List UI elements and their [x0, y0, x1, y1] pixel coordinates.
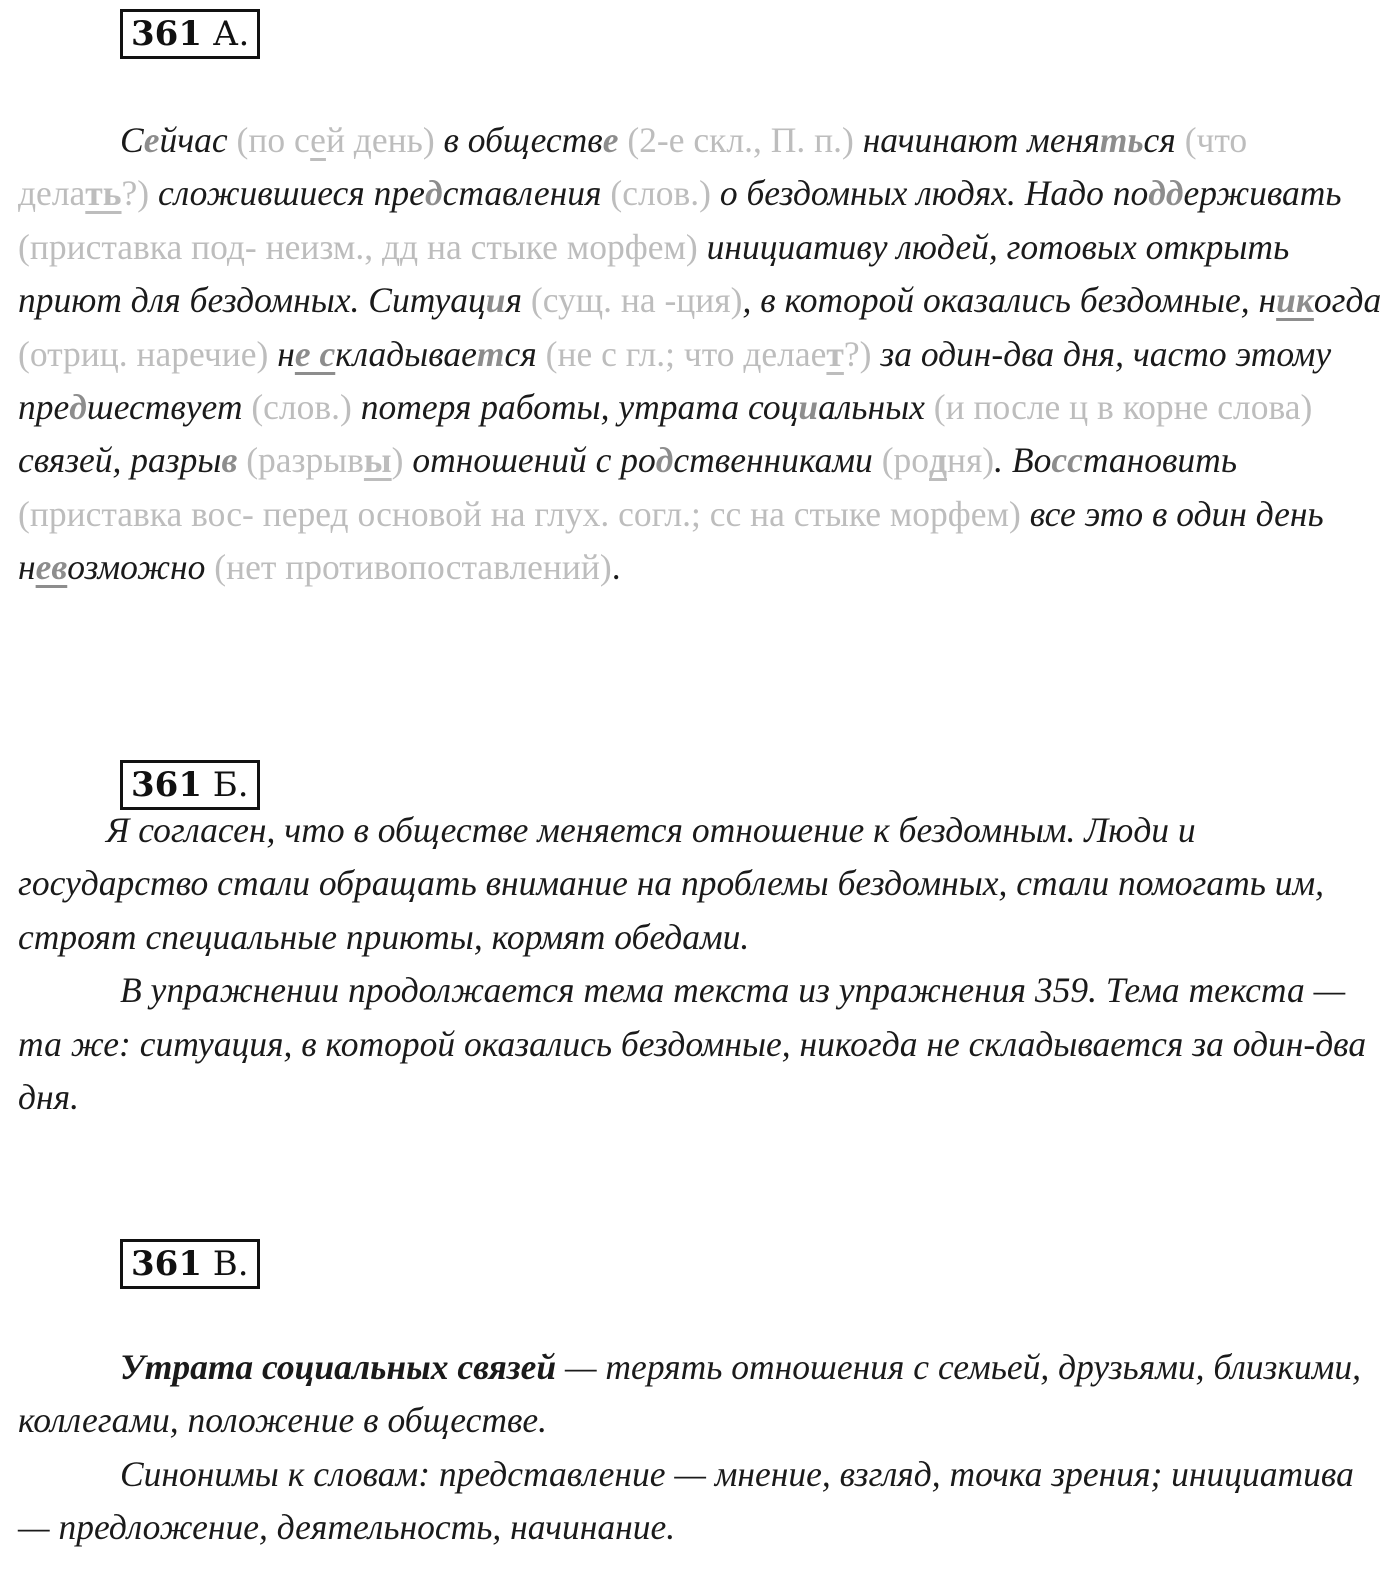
definition: — терять отношения с семьей, друзьями, близкими, коллегами, положение в обществе. [18, 1347, 1362, 1441]
exercise-letter: В. [212, 1244, 249, 1284]
exercise-label-361v [120, 1239, 260, 1289]
exercise-361b-text [18, 804, 1382, 1124]
paragraph-361v-2: Синонимы к словам: представление — мнение, взгляд, точка зрения; инициатива — предложение, деятельность, начинание. [18, 1453, 1354, 1548]
exercise-label-361a [120, 9, 260, 59]
term: Утрата социальных связей [120, 1347, 557, 1387]
exercise-letter: Б. [212, 765, 249, 805]
exercise-361v-text [18, 1341, 1382, 1555]
paragraph-361b-1: Я согласен, что в обществе меняется отношение к бездомным. Люди и государство стали обращать внимание на проблемы бездомных, стали помогать им, строят специальные приюты, кормят обедами. [18, 810, 1325, 957]
exercise-number: 361 [131, 14, 202, 54]
paragraph-361b-2: В упражнении продолжается тема текста из упражнения 359. Тема текста — та же: ситуация, в которой оказались бездомные, никогда не складывается за один-два дня. [18, 970, 1367, 1118]
exercise-number: 361 [131, 765, 202, 805]
exercise-letter: А. [212, 14, 250, 54]
paragraph-361v-1 [18, 1341, 1382, 1448]
exercise-label-361b [120, 760, 260, 810]
exercise-361a-text [18, 114, 1382, 595]
paragraph-361a: Сейчас (по сей день) в обществе (2-е скл., П. п.) начинают меняться (что делать?) сложившиеся представления (слов.) о бездомных людях. Надо поддерживать (приставка под- неизм., дд на стыке морфем) инициативу людей, готовых открыть приют для бездомных. Ситуация (сущ. на -ция), в которой оказались бездомные, никогда (отриц. наречие) не складывается (не с гл.; что делает?) за один-два дня, часто этому предшествует (слов.) потеря работы, утрата социальных (и после ц в корне слова) связей, разрыв (разрывы) отношений с родственниками (родня). Восстановить (приставка вос- перед основой на глух. согл.; сс на стыке морфем) все это в один день невозможно (нет противопоставлений). [18, 120, 1382, 588]
exercise-number: 361 [131, 1244, 202, 1284]
